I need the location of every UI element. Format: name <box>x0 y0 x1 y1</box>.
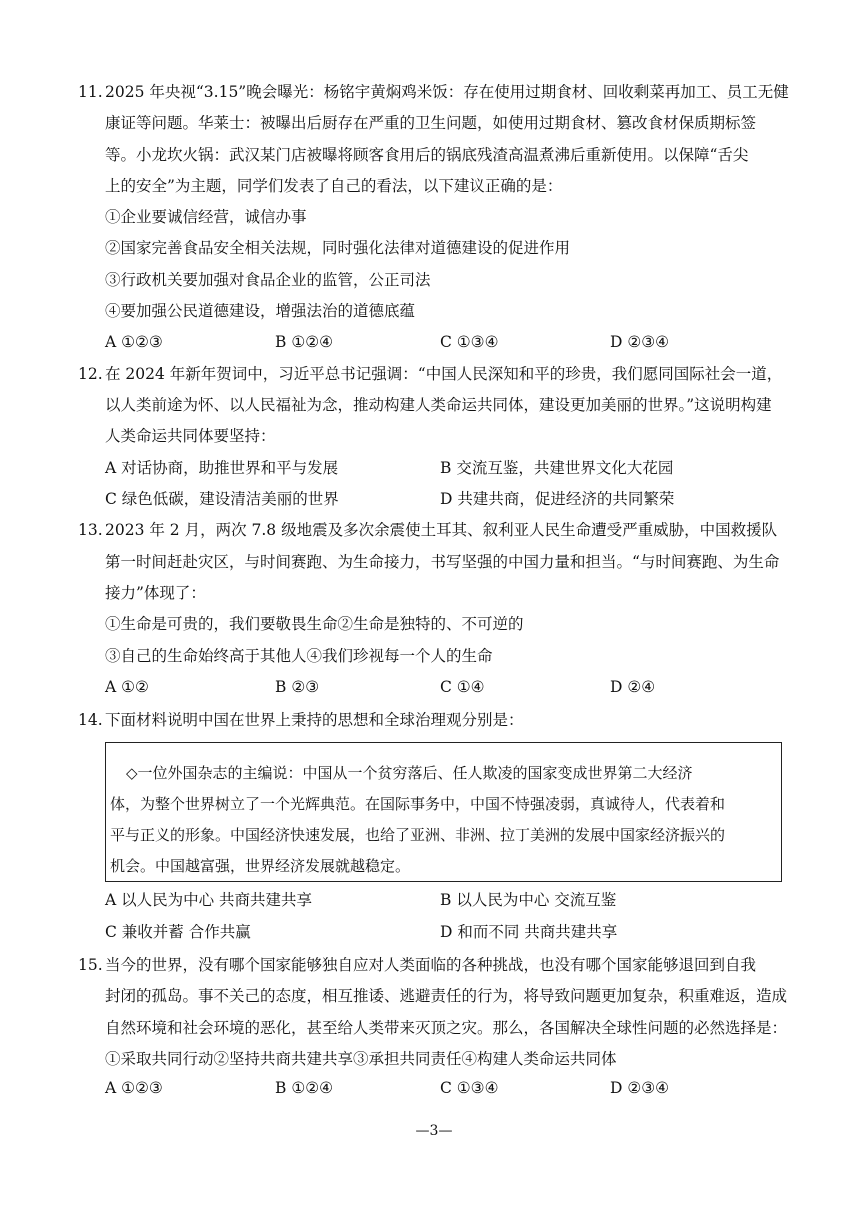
statement-item: ③自己的生命始终高于其他人④我们珍视每一个人的生命 <box>105 647 493 665</box>
question-text: 以人类前途为怀、以人民福祉为念，推动构建人类命运共同体，建设更加美丽的世界。”这说明构建 <box>105 396 772 414</box>
question-text: 在 2024 年新年贺词中，习近平总书记强调：“中国人民深知和平的珍贵，我们愿同国际社会一道， <box>105 365 783 383</box>
page-number: —3— <box>415 1123 453 1139</box>
question-number: 12. <box>78 365 103 383</box>
answer-option-c: C ①③④ <box>440 1079 499 1097</box>
answer-option-c: C ①④ <box>440 678 485 696</box>
answer-option-b: B 以人民为中心 交流互鉴 <box>440 891 617 909</box>
question-text: 人类命运共同体要坚持： <box>105 427 276 445</box>
answer-option-b: B ①②④ <box>275 333 334 351</box>
question-text: 封闭的孤岛。事不关己的态度，相互推诿、逃避责任的行为，将导致问题更加复杂，积重难返，造成 <box>105 987 788 1005</box>
material-text: 平与正义的形象。中国经济快速发展，也给了亚洲、非洲、拉丁美洲的发展中国家经济振兴的 <box>110 826 726 844</box>
statement-item: ②国家完善食品安全相关法规，同时强化法律对道德建设的促进作用 <box>105 239 571 257</box>
question-text: 等。小龙坎火锅：武汉某门店被曝将顾客食用后的锅底残渣高温煮沸后重新使用。以保障“舌尖 <box>105 146 749 164</box>
answer-option-d: D ②③④ <box>610 1079 670 1097</box>
statement-item: ④要加强公民道德建设，增强法治的道德底蕴 <box>105 302 416 320</box>
answer-option-a: A 以人民为中心 共商共建共享 <box>105 891 313 909</box>
question-text: 当今的世界，没有哪个国家能够独自应对人类面临的各种挑战，也没有哪个国家能够退回到自我 <box>105 956 757 974</box>
material-text: ◇一位外国杂志的主编说：中国从一个贫穷落后、任人欺凌的国家变成世界第二大经济 <box>126 764 693 782</box>
question-text: 2025 年央视“3.15”晚会曝光：杨铭宇黄焖鸡米饭：存在使用过期食材、回收剩菜再加工、员工无健 <box>105 83 789 101</box>
answer-option-a: A ①② <box>105 678 149 696</box>
statement-item: ③行政机关要加强对食品企业的监管，公正司法 <box>105 271 431 289</box>
material-box <box>105 742 782 882</box>
answer-option-c: C ①③④ <box>440 333 499 351</box>
answer-option-d: D 共建共商，促进经济的共同繁荣 <box>440 490 675 508</box>
question-text: 自然环境和社会环境的恶化，甚至给人类带来灭顶之灾。那么，各国解决全球性问题的必然选择是： <box>105 1019 788 1037</box>
question-text: 康证等问题。华莱士：被曝出后厨存在严重的卫生问题，如使用过期食材、篡改食材保质期标签 <box>105 114 757 132</box>
material-text: 体，为整个世界树立了一个光辉典范。在国际事务中，中国不恃强凌弱，真诚待人，代表着和 <box>110 795 726 813</box>
answer-option-a: A 对话协商，助推世界和平与发展 <box>105 459 339 477</box>
question-text: 上的安全”为主题，同学们发表了自己的看法，以下建议正确的是： <box>105 177 563 195</box>
question-number: 14. <box>78 711 103 729</box>
statement-item: ①采取共同行动②坚持共商共建共享③承担共同责任④构建人类命运共同体 <box>105 1050 617 1068</box>
question-number: 13. <box>78 521 103 539</box>
question-text: 接力”体现了： <box>105 584 206 602</box>
answer-option-d: D ②③④ <box>610 333 670 351</box>
answer-option-a: A ①②③ <box>105 333 163 351</box>
answer-option-c: C 绿色低碳，建设清洁美丽的世界 <box>105 490 339 508</box>
answer-option-d: D 和而不同 共商共建共享 <box>440 923 618 941</box>
answer-option-c: C 兼收并蓄 合作共赢 <box>105 923 251 941</box>
answer-option-a: A ①②③ <box>105 1079 163 1097</box>
statement-item: ①生命是可贵的，我们要敬畏生命②生命是独特的、不可逆的 <box>105 615 524 633</box>
question-text: 下面材料说明中国在世界上秉持的思想和全球治理观分别是： <box>105 711 524 729</box>
answer-option-b: B 交流互鉴，共建世界文化大花园 <box>440 459 674 477</box>
material-text: 机会。中国越富强，世界经济发展就越稳定。 <box>110 857 411 875</box>
question-text: 2023 年 2 月，两次 7.8 级地震及多次余震使土耳其、叙利亚人民生命遭受严重威胁，中国救援队 <box>105 521 778 539</box>
question-number: 15. <box>78 956 103 974</box>
answer-option-b: B ①②④ <box>275 1079 334 1097</box>
question-number: 11. <box>78 83 103 101</box>
question-text: 第一时间赶赴灾区，与时间赛跑、为生命接力，书写坚强的中国力量和担当。“与时间赛跑、为生命 <box>105 553 780 571</box>
answer-option-d: D ②④ <box>610 678 656 696</box>
statement-item: ①企业要诚信经营，诚信办事 <box>105 208 307 226</box>
answer-option-b: B ②③ <box>275 678 320 696</box>
